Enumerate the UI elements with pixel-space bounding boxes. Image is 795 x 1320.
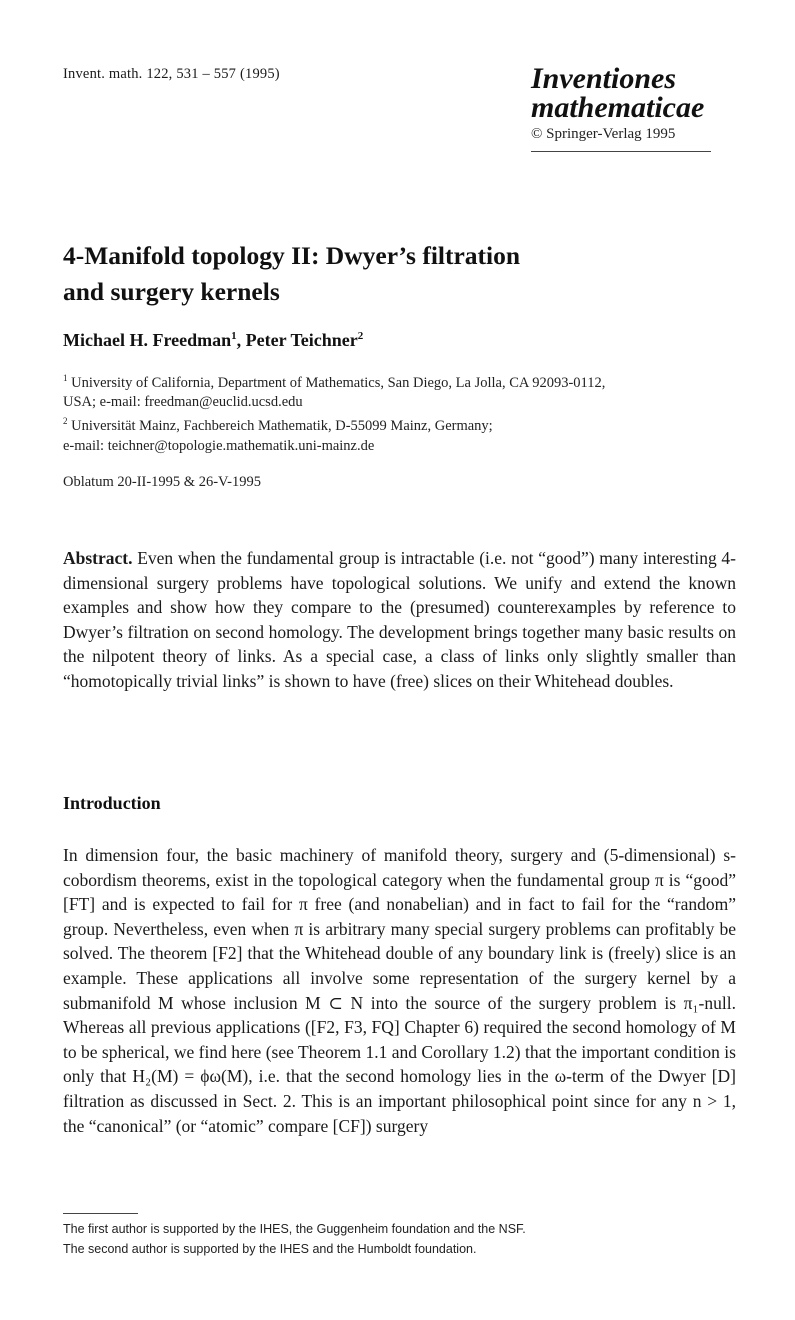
copyright-notice: © Springer-Verlag 1995 xyxy=(531,126,676,142)
paper-title-line2: and surgery kernels xyxy=(63,277,280,306)
paper-title-line1: 4-Manifold topology II: Dwyer’s filtration xyxy=(63,241,521,270)
author-name: Peter Teichner xyxy=(245,330,358,350)
affiliation-2-line2: e-mail: teichner@topologie.mathematik.uni-mainz.de xyxy=(63,437,375,454)
author-name: Michael H. Freedman xyxy=(63,330,232,350)
affiliation-mark: 2 xyxy=(63,416,68,427)
received-dates: Oblatum 20-II-1995 & 26-V-1995 xyxy=(63,474,262,490)
affiliation-mark: 1 xyxy=(63,373,68,383)
affiliation-2-line1 xyxy=(63,412,743,436)
footnote-divider xyxy=(63,1213,138,1214)
abstract xyxy=(63,546,736,694)
journal-title-line2: mathematicae xyxy=(531,91,705,124)
journal-title-line1: Inventiones xyxy=(531,62,677,95)
introduction-paragraph: In dimension four, the basic machinery of manifold theory, surgery and (5-dimensional) s-cobordism theorems, exist in the topological category when the fundamental group π is “good” [FT] and is expected to fail for π free (and nonabelian) and in fact to fail for the “random” group. Nevertheless, even when π is arbitrary many special surgery problems can profitably be solved. The theorem [F2] that the Whitehead double of any boundary link is (freely) slice is an example. These applications all involve some representation of the surgery kernel by a submanifold M whose inclusion M ⊂ N into the source of the surgery problem is π₁-null. Whereas all previous applications ([F2, F3, FQ] Chapter 6) required the second homology of M to be spherical, we find here (see Theorem 1.1 and Corollary 1.2) that the important condition is only that H₂(M) = ϕω(M), i.e. that the second homology lies in the ω-term of the Dwyer [D] filtration as discussed in Sect. 2. This is an important philosophical point since for any n > 1, the “canonical” (or “atomic” compare [CF]) surgery xyxy=(63,845,736,1136)
affiliation-mark: 1 xyxy=(231,330,237,342)
footnotes xyxy=(63,1220,743,1259)
footnote-1: The first author is supported by the IHES, the Guggenheim foundation and the NSF. xyxy=(63,1222,526,1236)
footnote-2: The second author is supported by the IHES and the Humboldt foundation. xyxy=(63,1241,477,1256)
masthead-divider xyxy=(531,151,711,152)
affiliation-text: University of California, Department of Mathematics, San Diego, La Jolla, CA 92093-0112, xyxy=(71,374,606,391)
affiliation-mark: 2 xyxy=(357,330,364,342)
affiliation-1-line1 xyxy=(63,369,743,393)
affiliation-1-line2: USA; e-mail: freedman@euclid.ucsd.edu xyxy=(63,394,303,411)
paper-title xyxy=(63,238,703,310)
author-list xyxy=(63,330,363,351)
section-heading-introduction: Introduction xyxy=(63,793,161,813)
abstract-label: Abstract. xyxy=(63,548,133,568)
author-separator: , xyxy=(236,330,246,350)
affiliations xyxy=(63,369,743,456)
abstract-text: Even when the fundamental group is intractable (i.e. not “good”) many interesting 4-dimensional surgery problems have topological solutions. We unify and extend the known examples and show how they compare to the (presumed) counterexamples by reference to Dwyer’s filtration on second homology. The development brings together many basic results on the nilpotent theory of links. As a special case, a class of links only slightly smaller than “homotopically trivial links” is shown to have (free) slices on their Whitehead doubles. xyxy=(63,548,737,691)
affiliation-text: Universität Mainz, Fachbereich Mathematik, D-55099 Mainz, Germany; xyxy=(71,418,493,435)
journal-masthead xyxy=(531,64,731,152)
journal-citation: Invent. math. 122, 531 – 557 (1995) xyxy=(63,66,280,82)
